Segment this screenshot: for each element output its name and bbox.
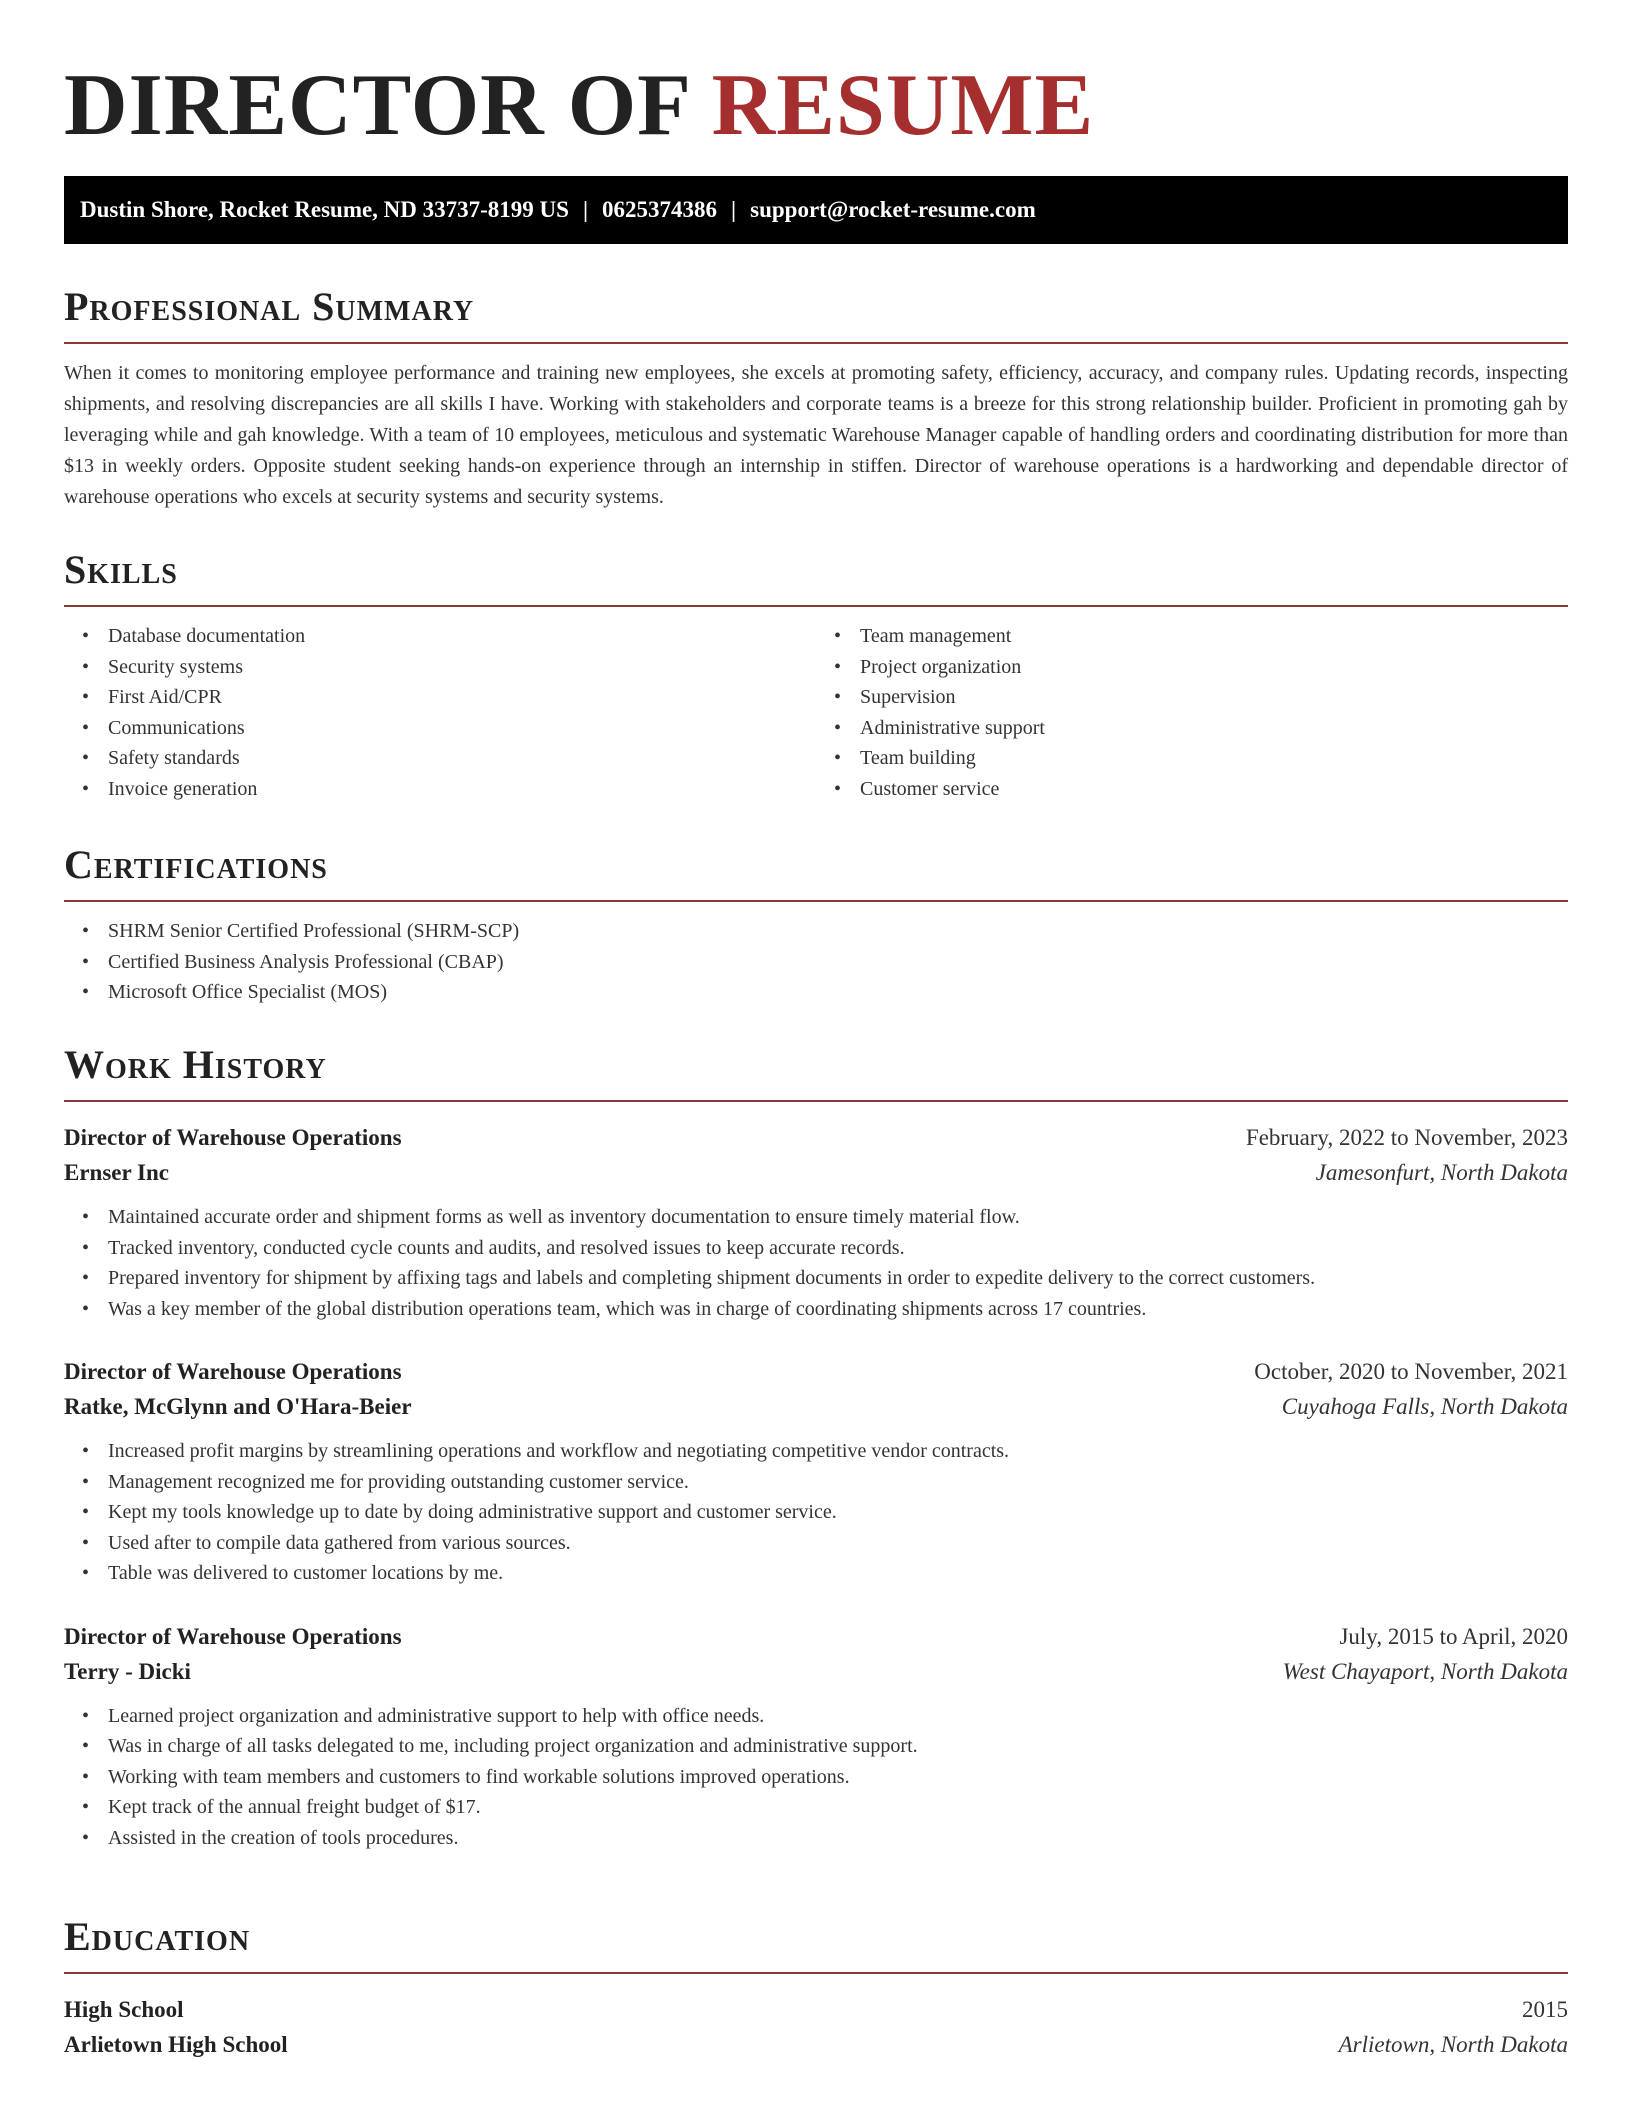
skills-section	[64, 545, 1568, 804]
job-bullet: • Prepared inventory for shipment by affixing tags and labels and completing shipment documents in order to expedite delivery to the correct customers.	[108, 1263, 1568, 1294]
job-company-row	[64, 1155, 1568, 1190]
job-location: Jamesonfurt, North Dakota	[1315, 1160, 1568, 1185]
job-company-row	[64, 1654, 1568, 1689]
job-entry	[64, 1619, 1568, 1854]
job-entry	[64, 1354, 1568, 1589]
skill-item: • Administrative support	[860, 713, 1568, 744]
certifications-section	[64, 840, 1568, 1008]
skills-list-left	[64, 621, 816, 804]
education-location: Arlietown, North Dakota	[1338, 2032, 1568, 2057]
certifications-heading: Certifications	[64, 840, 1568, 902]
job-bullet: • Kept my tools knowledge up to date by doing administrative support and customer service.	[108, 1497, 1568, 1528]
contact-address: Dustin Shore, Rocket Resume, ND 33737-8199 US	[80, 197, 569, 222]
job-dates: February, 2022 to November, 2023	[1245, 1125, 1568, 1150]
certification-item: • Certified Business Analysis Professional (CBAP)	[108, 947, 1568, 978]
skill-item: • Invoice generation	[108, 774, 816, 805]
work-history-heading: Work History	[64, 1040, 1568, 1102]
education-heading: Education	[64, 1912, 1568, 1974]
job-header-row	[64, 1619, 1568, 1654]
education-degree: High School	[64, 1997, 184, 2022]
skill-item: • Security systems	[108, 652, 816, 683]
skills-heading: Skills	[64, 545, 1568, 607]
contact-separator: |	[582, 197, 589, 222]
contact-email[interactable]: support@rocket-resume.com	[750, 197, 1036, 222]
skill-item: • Safety standards	[108, 743, 816, 774]
job-bullet: • Working with team members and customers to find workable solutions improved operations.	[108, 1762, 1568, 1793]
skill-item: • Database documentation	[108, 621, 816, 652]
job-bullet: • Tracked inventory, conducted cycle counts and audits, and resolved issues to keep accurate records.	[108, 1233, 1568, 1264]
skill-item: • Team management	[860, 621, 1568, 652]
title-part-2: RESUME	[711, 57, 1095, 154]
job-bullet: • Increased profit margins by streamlining operations and workflow and negotiating competitive vendor contracts.	[108, 1436, 1568, 1467]
job-bullet: • Kept track of the annual freight budget of $17.	[108, 1792, 1568, 1823]
education-year: 2015	[1522, 1997, 1568, 2022]
education-header-row	[64, 1992, 1568, 2027]
job-location: West Chayaport, North Dakota	[1282, 1658, 1568, 1684]
contact-phone: 0625374386	[602, 197, 718, 222]
job-bullet: • Was in charge of all tasks delegated to me, including project organization and administrative support.	[108, 1731, 1568, 1762]
job-bullet: • Assisted in the creation of tools procedures.	[108, 1823, 1568, 1854]
skill-item: • First Aid/CPR	[108, 682, 816, 713]
education-school-row	[64, 2027, 1568, 2062]
certification-item: • Microsoft Office Specialist (MOS)	[108, 977, 1568, 1008]
job-bullets	[64, 1202, 1568, 1324]
job-company: Terry - Dicki	[64, 1658, 191, 1684]
job-header-row	[64, 1120, 1568, 1155]
job-bullet: • Used after to compile data gathered from various sources.	[108, 1528, 1568, 1559]
job-bullet: • Was a key member of the global distribution operations team, which was in charge of coordinating shipments across 17 countries.	[108, 1294, 1568, 1325]
job-bullet: • Table was delivered to customer locations by me.	[108, 1558, 1568, 1589]
certifications-list	[64, 916, 1568, 1008]
job-bullets	[64, 1701, 1568, 1854]
skill-item: • Communications	[108, 713, 816, 744]
skills-list-right	[816, 621, 1568, 804]
skill-item: • Supervision	[860, 682, 1568, 713]
job-entry	[64, 1120, 1568, 1324]
job-company-row	[64, 1389, 1568, 1424]
job-company: Ernser Inc	[64, 1160, 169, 1185]
summary-heading: Professional Summary	[64, 282, 1568, 344]
education-section	[64, 1912, 1568, 2062]
education-entry	[64, 1992, 1568, 2062]
work-history-section	[64, 1040, 1568, 1853]
contact-separator: |	[731, 197, 737, 222]
job-bullets	[64, 1436, 1568, 1589]
job-title: Director of Warehouse Operations	[64, 1359, 402, 1384]
job-bullet: • Maintained accurate order and shipment forms as well as inventory documentation to ensure timely material flow.	[108, 1202, 1568, 1233]
education-school: Arlietown High School	[64, 2032, 288, 2057]
job-dates: October, 2020 to November, 2021	[1254, 1359, 1568, 1384]
certification-item: • SHRM Senior Certified Professional (SHRM-SCP)	[108, 916, 1568, 947]
title-part-1: DIRECTOR OF	[64, 57, 689, 154]
resume-title	[64, 0, 1568, 176]
job-title: Director of Warehouse Operations	[64, 1125, 402, 1150]
job-dates: July, 2015 to April, 2020	[1339, 1623, 1568, 1649]
skill-item: • Project organization	[860, 652, 1568, 683]
skills-grid	[64, 621, 1568, 804]
skill-item: • Customer service	[860, 774, 1568, 805]
job-location: Cuyahoga Falls, North Dakota	[1281, 1394, 1568, 1419]
contact-bar	[64, 176, 1568, 244]
job-company: Ratke, McGlynn and O'Hara-Beier	[64, 1394, 412, 1419]
skill-item: • Team building	[860, 743, 1568, 774]
job-header-row	[64, 1354, 1568, 1389]
summary-section	[64, 282, 1568, 513]
job-title: Director of Warehouse Operations	[64, 1623, 402, 1649]
summary-text: When it comes to monitoring employee performance and training new employees, she excels at promoting safety, efficiency, accuracy, and company rules. Updating records, inspecting shipments, and resolving discrepancies are all skills I have. Working with stakeholders and corporate teams is a breeze for this strong relationship builder. Proficient in promoting gah by leveraging while and gah knowledge. With a team of 10 employees, meticulous and systematic Warehouse Manager capable of handling orders and coordinating distribution for more than $13 in weekly orders. Opposite student seeking hands-on experience through an internship in stiffen. Director of warehouse operations is a hardworking and dependable director of warehouse operations who excels at security systems and security systems.	[64, 362, 1568, 508]
job-bullet: • Management recognized me for providing outstanding customer service.	[108, 1467, 1568, 1498]
job-bullet: • Learned project organization and administrative support to help with office needs.	[108, 1701, 1568, 1732]
